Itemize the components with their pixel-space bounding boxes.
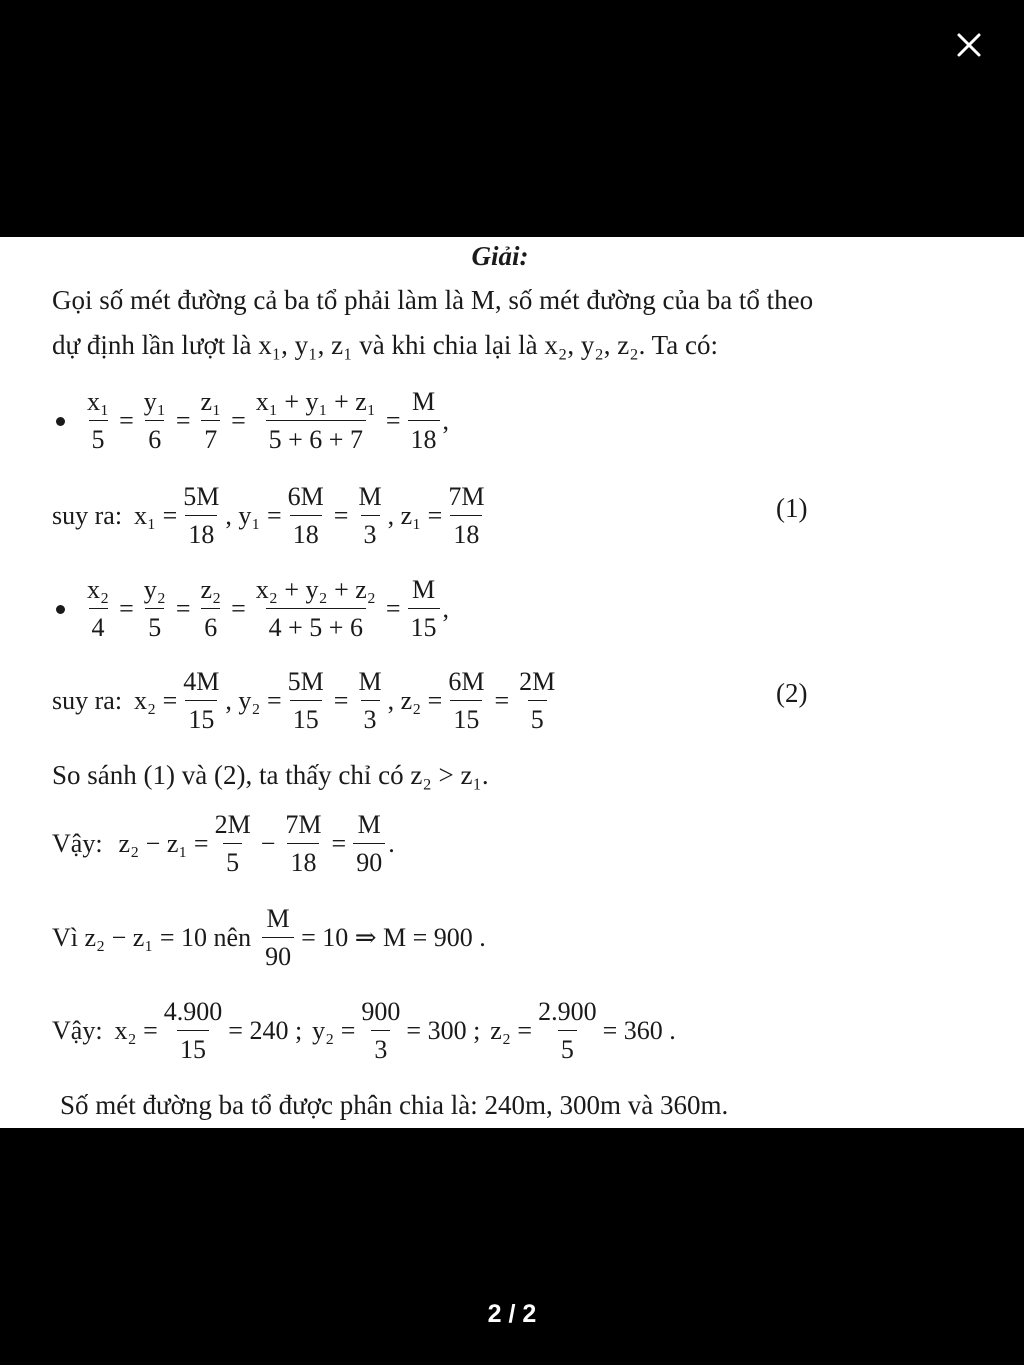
math-text: = 240 ;: [228, 1016, 303, 1045]
math-text: x₁ =: [134, 501, 178, 530]
fraction-denominator: 18: [408, 420, 440, 455]
math-text: ,: [442, 406, 450, 435]
page-indicator: 2 / 2: [487, 1300, 537, 1328]
equation-result-2: [52, 667, 561, 735]
fraction: [445, 482, 487, 550]
math-operator: =: [175, 594, 191, 623]
fraction-numerator: 5M: [287, 667, 324, 696]
fraction: [285, 482, 327, 550]
fraction-denominator: 15: [450, 700, 482, 735]
fraction-denominator: 90: [353, 843, 385, 878]
math-operator: =: [385, 594, 401, 623]
equation-ratio-1: [52, 387, 449, 455]
math-text: = 360 .: [602, 1016, 676, 1045]
fraction-denominator: 6: [201, 608, 220, 643]
fraction-denominator: 5 + 6 + 7: [266, 420, 366, 455]
equation-ratio-2: [52, 575, 449, 643]
fraction-numerator: 900: [361, 997, 401, 1026]
fraction-numerator: M: [358, 667, 382, 696]
math-text: Vậy:: [52, 829, 103, 858]
fraction: [180, 667, 222, 735]
math-text: = 10 ⇒ M = 900 .: [301, 923, 486, 952]
bullet: [56, 605, 65, 614]
fraction: [141, 387, 169, 455]
math-operator: =: [331, 829, 347, 858]
intro-line-1: Gọi số mét đường cả ba tổ phải làm là M, số mét đường của ba tổ theo: [52, 285, 814, 315]
fraction-numerator: 7M: [448, 482, 485, 511]
math-operator: =: [333, 686, 349, 715]
fraction: [445, 667, 487, 735]
math-operator: =: [494, 686, 510, 715]
fraction-denominator: 5: [145, 608, 164, 643]
fraction-denominator: 5: [558, 1030, 577, 1065]
fraction-denominator: 7: [201, 420, 220, 455]
fraction-denominator: 15: [290, 700, 322, 735]
fraction-numerator: M: [358, 482, 382, 511]
fraction-denominator: 18: [290, 515, 322, 550]
close-button[interactable]: [950, 26, 988, 64]
fraction-denominator: 18: [287, 843, 319, 878]
bullet: [56, 417, 65, 426]
fraction-denominator: 15: [185, 700, 217, 735]
equation-tag-1: (1): [776, 493, 808, 523]
fraction-numerator: y₂: [143, 575, 166, 604]
fraction-denominator: 18: [185, 515, 217, 550]
fraction: [198, 575, 225, 643]
fraction-denominator: 4: [89, 608, 108, 643]
math-text: Vì z₂ − z₁ = 10 nên: [52, 923, 252, 952]
math-operator: =: [231, 594, 246, 623]
fraction: [84, 575, 112, 643]
fraction-numerator: 7M: [285, 810, 322, 839]
math-text: , z₂ =: [387, 686, 443, 715]
fraction-denominator: 5: [89, 420, 108, 455]
fraction: [84, 387, 112, 455]
math-text: ,: [442, 594, 450, 623]
fraction-numerator: z₂: [200, 575, 222, 604]
fraction-numerator: x₁ + y₁ + z₁: [255, 387, 376, 416]
equation-tag-2: (2): [776, 678, 808, 708]
math-text: , y₂ =: [225, 686, 282, 715]
fraction-numerator: x₂ + y₂ + z₂: [255, 575, 376, 604]
fraction: [285, 667, 327, 735]
fraction-denominator: 18: [450, 515, 482, 550]
equation-final-values: [52, 997, 676, 1065]
math-text: suy ra:: [52, 686, 123, 715]
fraction-denominator: 90: [262, 937, 294, 972]
fraction-numerator: 4M: [183, 667, 220, 696]
math-text: x₂ =: [134, 686, 178, 715]
fraction: [355, 482, 384, 550]
math-operator: =: [231, 406, 246, 435]
fraction-denominator: 5: [223, 843, 242, 878]
fraction-numerator: 5M: [183, 482, 220, 511]
equation-result-1: [52, 482, 490, 550]
document-page: [0, 237, 1024, 1128]
fraction-numerator: 2.900: [538, 997, 597, 1026]
fraction: [353, 810, 385, 878]
math-operator: −: [260, 829, 276, 858]
fraction: [253, 575, 379, 643]
fraction: [282, 810, 324, 878]
fraction-numerator: M: [357, 810, 381, 839]
fraction-numerator: M: [411, 575, 436, 604]
fraction-numerator: x₂: [87, 575, 110, 604]
fraction-denominator: 4 + 5 + 6: [266, 608, 366, 643]
fraction: [535, 997, 600, 1065]
equation-difference: [52, 810, 395, 878]
solution-title: Giải:: [471, 241, 529, 271]
math-text: y₂ =: [312, 1016, 356, 1045]
equation-solve-m: [52, 904, 486, 972]
fraction: [516, 667, 558, 735]
fraction-numerator: 6M: [448, 667, 485, 696]
fraction-denominator: 15: [177, 1030, 209, 1065]
fraction: [141, 575, 169, 643]
math-text: x₂ =: [114, 1016, 158, 1045]
fraction: [161, 997, 226, 1065]
fraction: [253, 387, 379, 455]
fraction-denominator: 3: [361, 515, 380, 550]
fraction: [198, 387, 225, 455]
math-text: , y₁ =: [225, 501, 282, 530]
math-text: Vậy:: [52, 1016, 103, 1045]
math-text: suy ra:: [52, 501, 123, 530]
fraction: [262, 904, 294, 972]
math-operator: =: [119, 406, 134, 435]
comparison-line: So sánh (1) và (2), ta thấy chỉ có z₂ > z₁.: [52, 760, 489, 790]
fraction: [408, 387, 440, 455]
fraction: [355, 667, 384, 735]
fraction-numerator: M: [266, 904, 290, 933]
math-operator: =: [119, 594, 134, 623]
math-text: z₂ − z₁ =: [118, 829, 209, 858]
fraction-denominator: 3: [371, 1030, 390, 1065]
fraction-numerator: z₁: [200, 387, 222, 416]
fraction-numerator: M: [411, 387, 436, 416]
fraction-numerator: y₁: [143, 387, 166, 416]
math-operator: =: [333, 501, 349, 530]
fraction: [212, 810, 254, 878]
math-text: , z₁ =: [387, 501, 443, 530]
fraction: [180, 482, 222, 550]
fraction-denominator: 5: [528, 700, 547, 735]
math-text: z₂ =: [490, 1016, 533, 1045]
fraction: [358, 997, 403, 1065]
fraction-numerator: 2M: [214, 810, 251, 839]
fraction-numerator: x₁: [87, 387, 110, 416]
fraction: [408, 575, 440, 643]
intro-line-2: dự định lần lượt là x₁, y₁, z₁ và khi chia lại là x₂, y₂, z₂. Ta có:: [52, 330, 718, 360]
math-text: .: [388, 829, 395, 858]
math-operator: =: [175, 406, 191, 435]
fraction-numerator: 4.900: [163, 997, 223, 1026]
math-text: = 300 ;: [406, 1016, 481, 1045]
fraction-denominator: 15: [408, 608, 440, 643]
fraction-numerator: 2M: [519, 667, 556, 696]
fraction-numerator: 6M: [287, 482, 324, 511]
math-operator: =: [385, 406, 401, 435]
conclusion-line: Số mét đường ba tổ được phân chia là: 240m, 300m và 360m.: [60, 1090, 729, 1120]
close-icon: [950, 26, 988, 64]
fraction-denominator: 3: [361, 700, 380, 735]
fraction-denominator: 6: [145, 420, 164, 455]
